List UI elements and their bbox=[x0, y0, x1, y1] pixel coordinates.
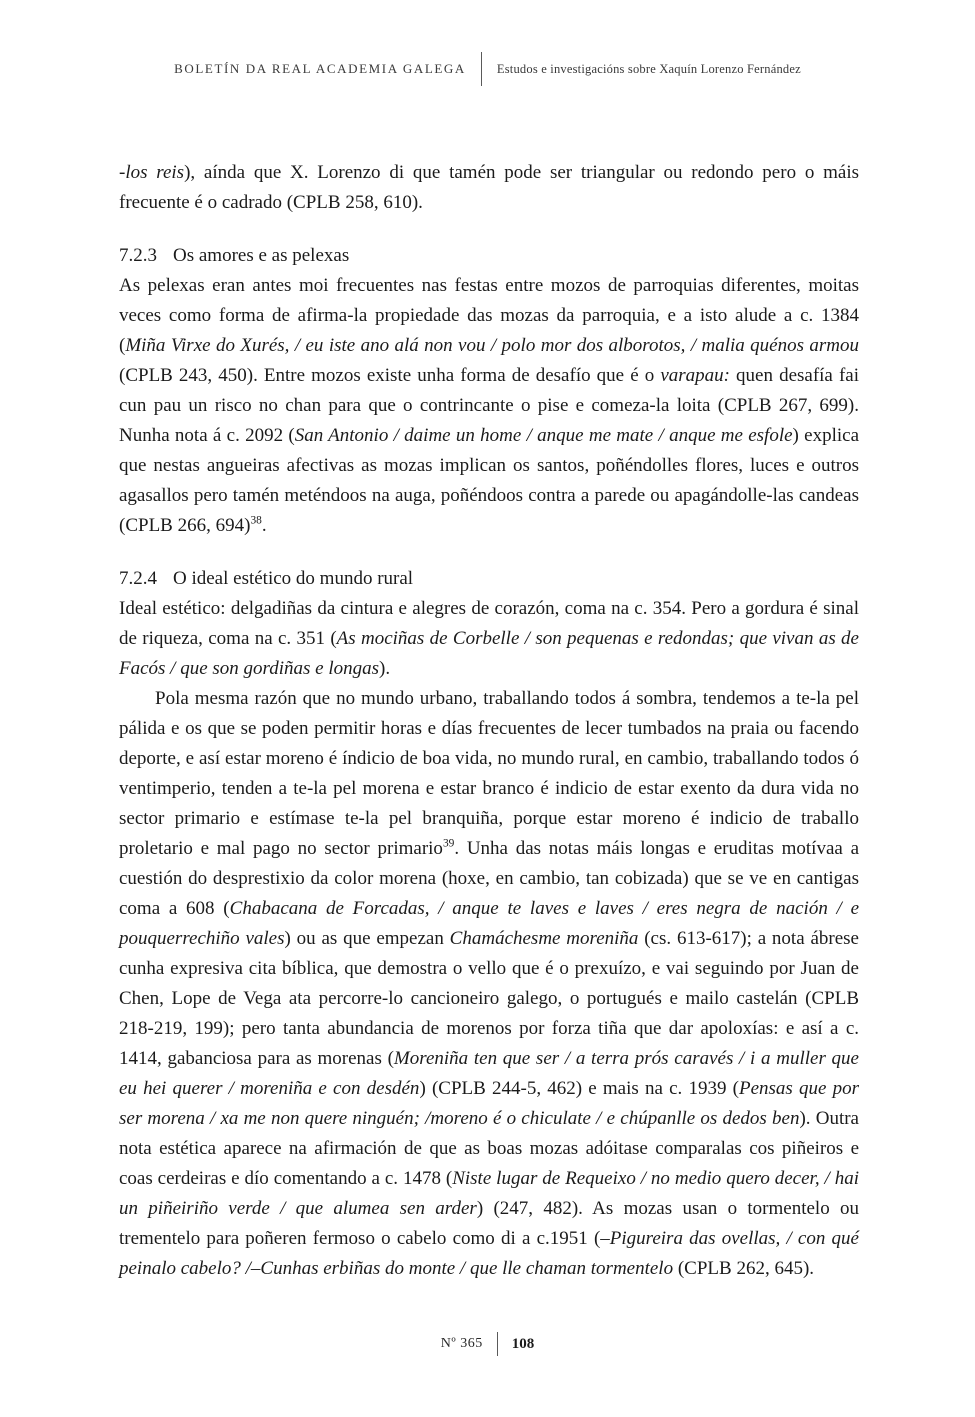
page-footer bbox=[0, 1332, 975, 1356]
paragraph bbox=[119, 271, 859, 541]
header-divider bbox=[481, 52, 482, 86]
issue-number: Nº 365 bbox=[440, 1336, 483, 1351]
paragraph bbox=[119, 158, 859, 218]
verse-quote: Miña Virxe do Xurés, / eu iste ano alá non vou / polo mor dos alborotos, / malia quénos armou bbox=[125, 335, 859, 356]
body-text: ) ou as que empezan bbox=[284, 928, 450, 949]
verse-quote: Chabacana de Forcadas, / anque te laves e laves / eres negra de nación / e pouquerrechiño vales bbox=[119, 898, 860, 949]
body-text: ) (247, 482). As mozas usan o tormentelo ou trementelo para poñeren fermoso o cabelo como di a c.1951 (– bbox=[119, 1198, 860, 1249]
body-text: (CPLB 243, 450). Entre mozos existe unha forma de desafío que é o bbox=[119, 365, 661, 386]
section-heading bbox=[119, 241, 859, 271]
verse-quote: Pigureira das ovellas, / con qué peinalo cabelo? /–Cunhas erbiñas do monte / que lle chaman tormentelo bbox=[119, 1228, 859, 1279]
verse-quote: Pensas que por ser morena / xa me non quere ninguén; /moreno é o chiculate / e chúpanlle os dedos ben bbox=[119, 1078, 859, 1129]
page-body bbox=[119, 158, 859, 1284]
verse-quote: Niste lugar de Requeixo / no medio quero decer, / hai un piñeiriño verde / que alumea sen arder bbox=[119, 1168, 859, 1219]
verse-quote: San Antonio / daime un home / anque me mate / anque me esfole bbox=[294, 425, 793, 446]
section-number: 7.2.3 bbox=[119, 245, 157, 266]
paragraph bbox=[119, 594, 859, 684]
body-text: ). bbox=[379, 658, 391, 679]
body-text: ) explica que nestas angueiras afectivas as mozas implican os santos, poñéndolles flores, luces e outros agasallos pero tamén meténdoos na auga, poñéndoos contra a parede ou apagándolle-las candeas (CPLB 266, 694) bbox=[119, 425, 860, 536]
page-header bbox=[0, 52, 975, 86]
footnote-reference: 38 bbox=[250, 514, 262, 527]
issue-subtitle: Estudos e investigacións sobre Xaquín Lorenzo Fernández bbox=[496, 61, 801, 76]
body-text: Pola mesma razón que no mundo urbano, traballando todos á sombra, tendemos a te-la pel pálida e os que se poden permitir horas e días frecuentes de lecer tumbados na praia ou facendo deporte, e así estar moreno é índicio de boa vida, no mundo rural, en cambio, traballando todos ó ventimperio, tenden a te-la pel morena e estar branco é indicio de estar exento da dura vida no sector primario e estímase te-la pel branquiña, porque estar moreno é indicio de traballo proletario e mal pago no sector primario bbox=[119, 688, 859, 859]
body-text: As pelexas eran antes moi frecuentes nas festas entre mozos de parroquias diferentes, moitas veces como forma de afirma-la propiedade das mozas da parroquia, e a isto alude a c. 1384 ( bbox=[119, 275, 859, 356]
body-text: ) (CPLB 244-5, 462) e mais na c. 1939 ( bbox=[419, 1078, 739, 1099]
verse-quote: Moreniña ten que ser / a terra prós caravés / i a muller que eu hei querer / moreniña e con desdén bbox=[119, 1048, 859, 1099]
footer-divider bbox=[497, 1332, 498, 1356]
body-text: Ideal estético: delgadiñas da cintura e alegres de corazón, coma na c. 354. Pero a gordura é sinal de riqueza, coma na c. 351 ( bbox=[119, 598, 859, 649]
body-text: ). Outra nota estética aparece na afirmación de que as boas mozas adóitase comparalas cos piñeiros e coas cerdeiras e dío comentando a c. 1478 ( bbox=[119, 1108, 859, 1189]
body-text: . Unha das notas máis longas e eruditas motívaa a cuestión do desprestixio da color morena (hoxe, en cambio, tan cobizada) que se ve en cantigas coma a 608 ( bbox=[119, 838, 859, 919]
verse-quote: varapau: bbox=[660, 365, 730, 386]
verse-quote: As mociñas de Corbelle / son pequenas e redondas; que vivan as de Facós / que son gordiñas e longas bbox=[119, 628, 859, 679]
body-text: ), aínda que X. Lorenzo di que tamén pode ser triangular ou redondo pero o máis frecuente é o cadrado (CPLB 258, 610). bbox=[119, 162, 859, 213]
footnote-reference: 39 bbox=[442, 837, 455, 850]
body-text: . bbox=[261, 515, 267, 536]
verse-quote: Chamáchesme moreniña bbox=[449, 928, 639, 949]
body-text: quen desafía fai cun pau un risco no chan para que o contrincante o pise e comeza-la loita (CPLB 267, 699). Nunha nota á c. 2092 ( bbox=[119, 365, 859, 446]
section-number: 7.2.4 bbox=[119, 568, 157, 589]
body-text: (CPLB 262, 645). bbox=[673, 1258, 815, 1279]
journal-title: BOLETÍN DA REAL ACADEMIA GALEGA bbox=[174, 61, 466, 76]
paragraph bbox=[119, 684, 859, 1284]
page-number: 108 bbox=[511, 1335, 535, 1352]
section-heading bbox=[119, 564, 859, 594]
verse-quote: -los reis bbox=[119, 162, 185, 183]
section-title: O ideal estético do mundo rural bbox=[173, 568, 414, 589]
body-text: (cs. 613-617); a nota ábrese cunha expresiva cita bíblica, que demostra o vello que é o prexuízo, e vai seguindo por Juan de Chen, Lope de Vega ata percorre-lo cancioneiro galego, o portugués e mailo castelán (CPLB 218-219, 199); pero tanta abundancia de morenos por forza tiña que dar apoloxías: e así a c. 1414, gabanciosa para as morenas ( bbox=[119, 928, 859, 1069]
section-title: Os amores e as pelexas bbox=[173, 245, 350, 266]
